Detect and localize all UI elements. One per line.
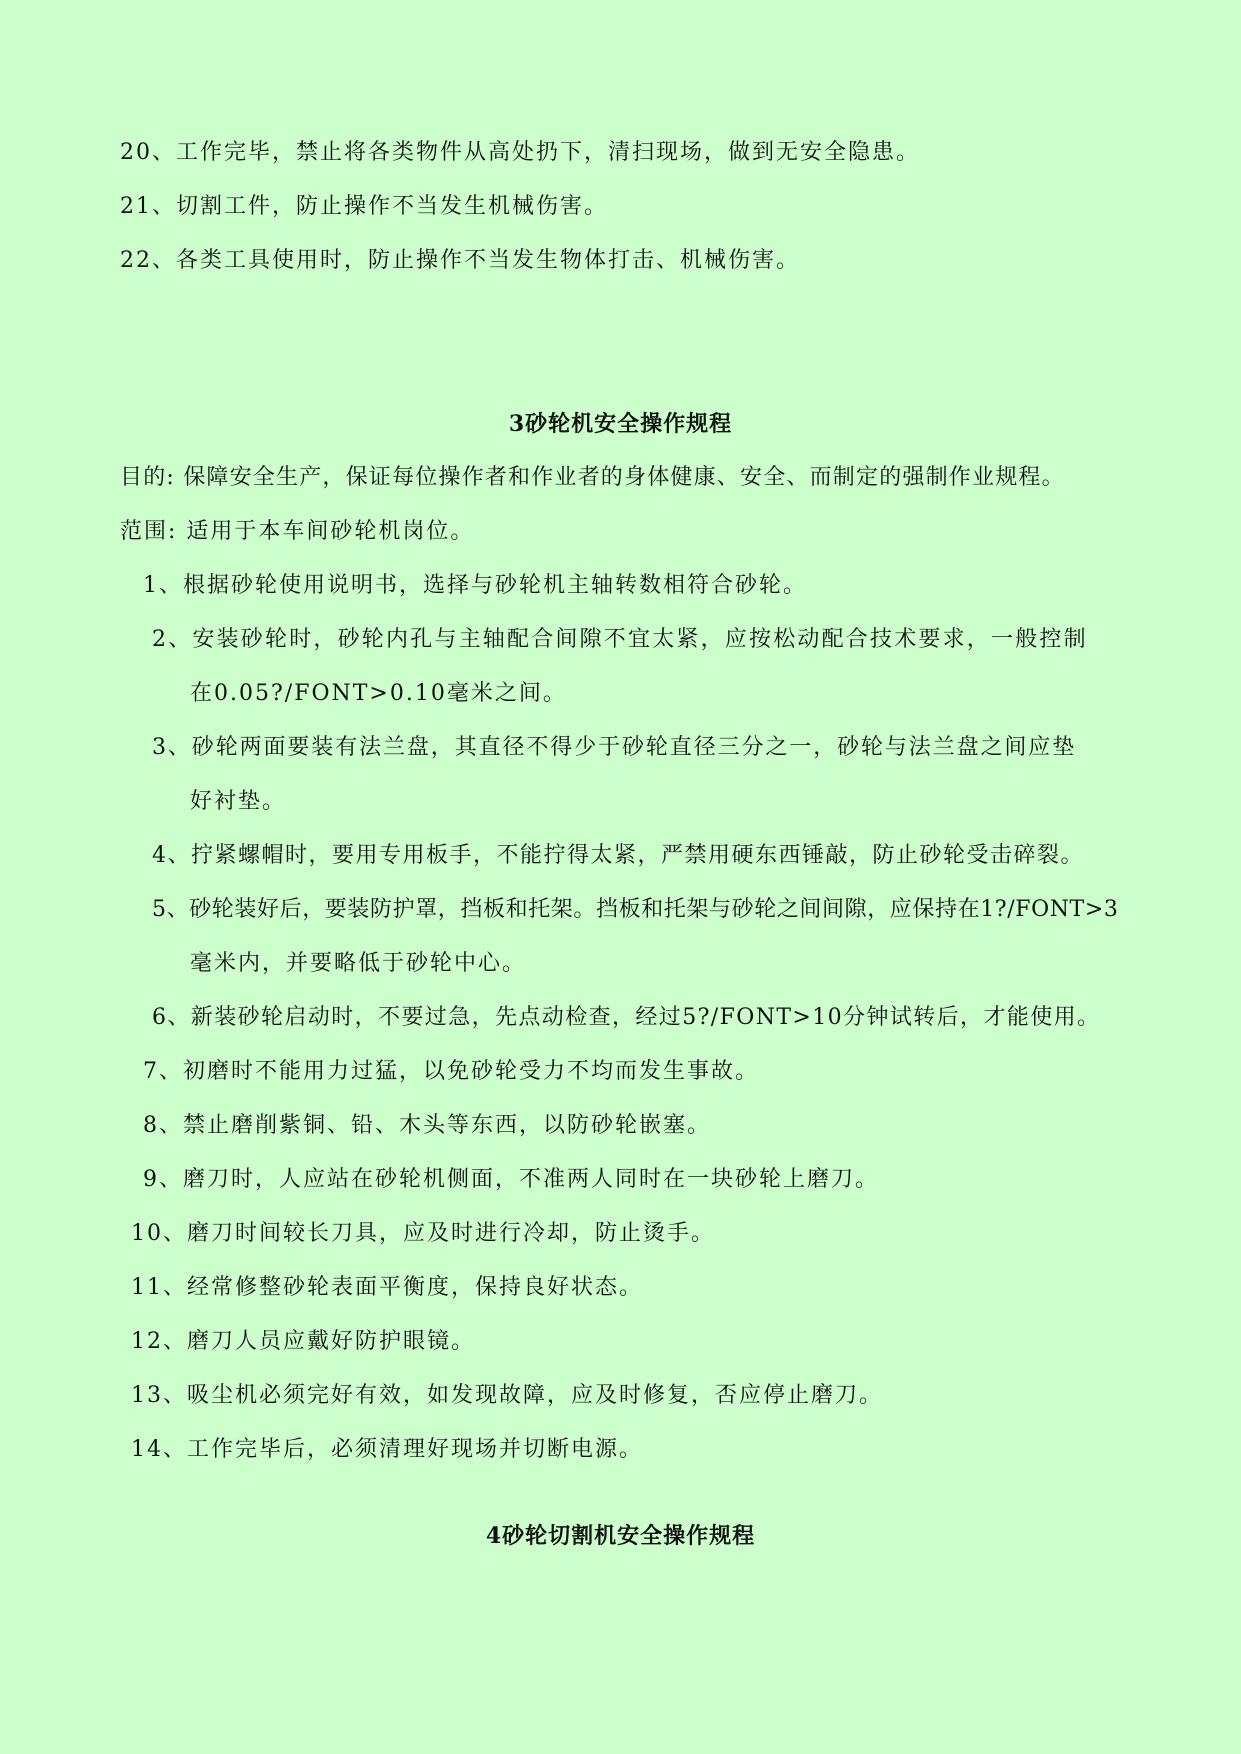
list-item: 21、切割工件，防止操作不当发生机械伤害。 bbox=[120, 194, 608, 219]
list-item: 8、禁止磨削紫铜、铅、木头等东西，以防砂轮嵌塞。 bbox=[143, 1113, 711, 1138]
list-item: 12、磨刀人员应戴好防护眼镜。 bbox=[131, 1329, 475, 1354]
list-item-continuation: 好衬垫。 bbox=[190, 789, 287, 814]
list-item-continuation: 毫米内，并要略低于砂轮中心。 bbox=[190, 951, 527, 976]
list-item-continuation: 在0.05?/FONT>0.10毫米之间。 bbox=[190, 681, 567, 706]
section-title: 4砂轮切割机安全操作规程 bbox=[485, 1523, 756, 1549]
scope-paragraph: 范围: 适用于本车间砂轮机岗位。 bbox=[120, 519, 475, 544]
list-item: 1、根据砂轮使用说明书，选择与砂轮机主轴转数相符合砂轮。 bbox=[143, 573, 807, 598]
list-item: 14、工作完毕后，必须清理好现场并切断电源。 bbox=[131, 1437, 643, 1462]
list-item: 2、安装砂轮时，砂轮内孔与主轴配合间隙不宜太紧，应按松动配合技术要求，一般控制 bbox=[152, 627, 1088, 652]
list-item: 4、拧紧螺帽时，要用专用板手，不能拧得太紧，严禁用硬东西锤敲，防止砂轮受击碎裂。 bbox=[152, 843, 1085, 868]
section-title: 3砂轮机安全操作规程 bbox=[508, 411, 733, 437]
list-item: 11、经常修整砂轮表面平衡度，保持良好状态。 bbox=[131, 1275, 643, 1300]
list-item: 22、各类工具使用时，防止操作不当发生物体打击、机械伤害。 bbox=[120, 248, 800, 273]
list-item: 13、吸尘机必须完好有效，如发现故障，应及时修复，否应停止磨刀。 bbox=[131, 1383, 883, 1408]
list-item: 9、磨刀时，人应站在砂轮机侧面，不准两人同时在一块砂轮上磨刀。 bbox=[143, 1167, 879, 1192]
list-item: 10、磨刀时间较长刀具，应及时进行冷却，防止烫手。 bbox=[131, 1221, 715, 1246]
list-item: 5、砂轮装好后，要装防护罩，挡板和托架。挡板和托架与砂轮之间间隙，应保持在1?/FONT>3 bbox=[152, 897, 1119, 922]
list-item: 7、初磨时不能用力过猛，以免砂轮受力不均而发生事故。 bbox=[143, 1059, 759, 1084]
list-item: 6、新装砂轮启动时，不要过急，先点动检查，经过5?/FONT>10分钟试转后，才能使用。 bbox=[152, 1005, 1101, 1030]
list-item: 3、砂轮两面要装有法兰盘，其直径不得少于砂轮直径三分之一，砂轮与法兰盘之间应垫 bbox=[152, 735, 1077, 760]
list-item: 20、工作完毕，禁止将各类物件从高处扔下，清扫现场，做到无安全隐患。 bbox=[120, 140, 920, 165]
purpose-paragraph: 目的: 保障安全生产，保证每位操作者和作业者的身体健康、安全、而制定的强制作业规程。 bbox=[120, 465, 1065, 490]
